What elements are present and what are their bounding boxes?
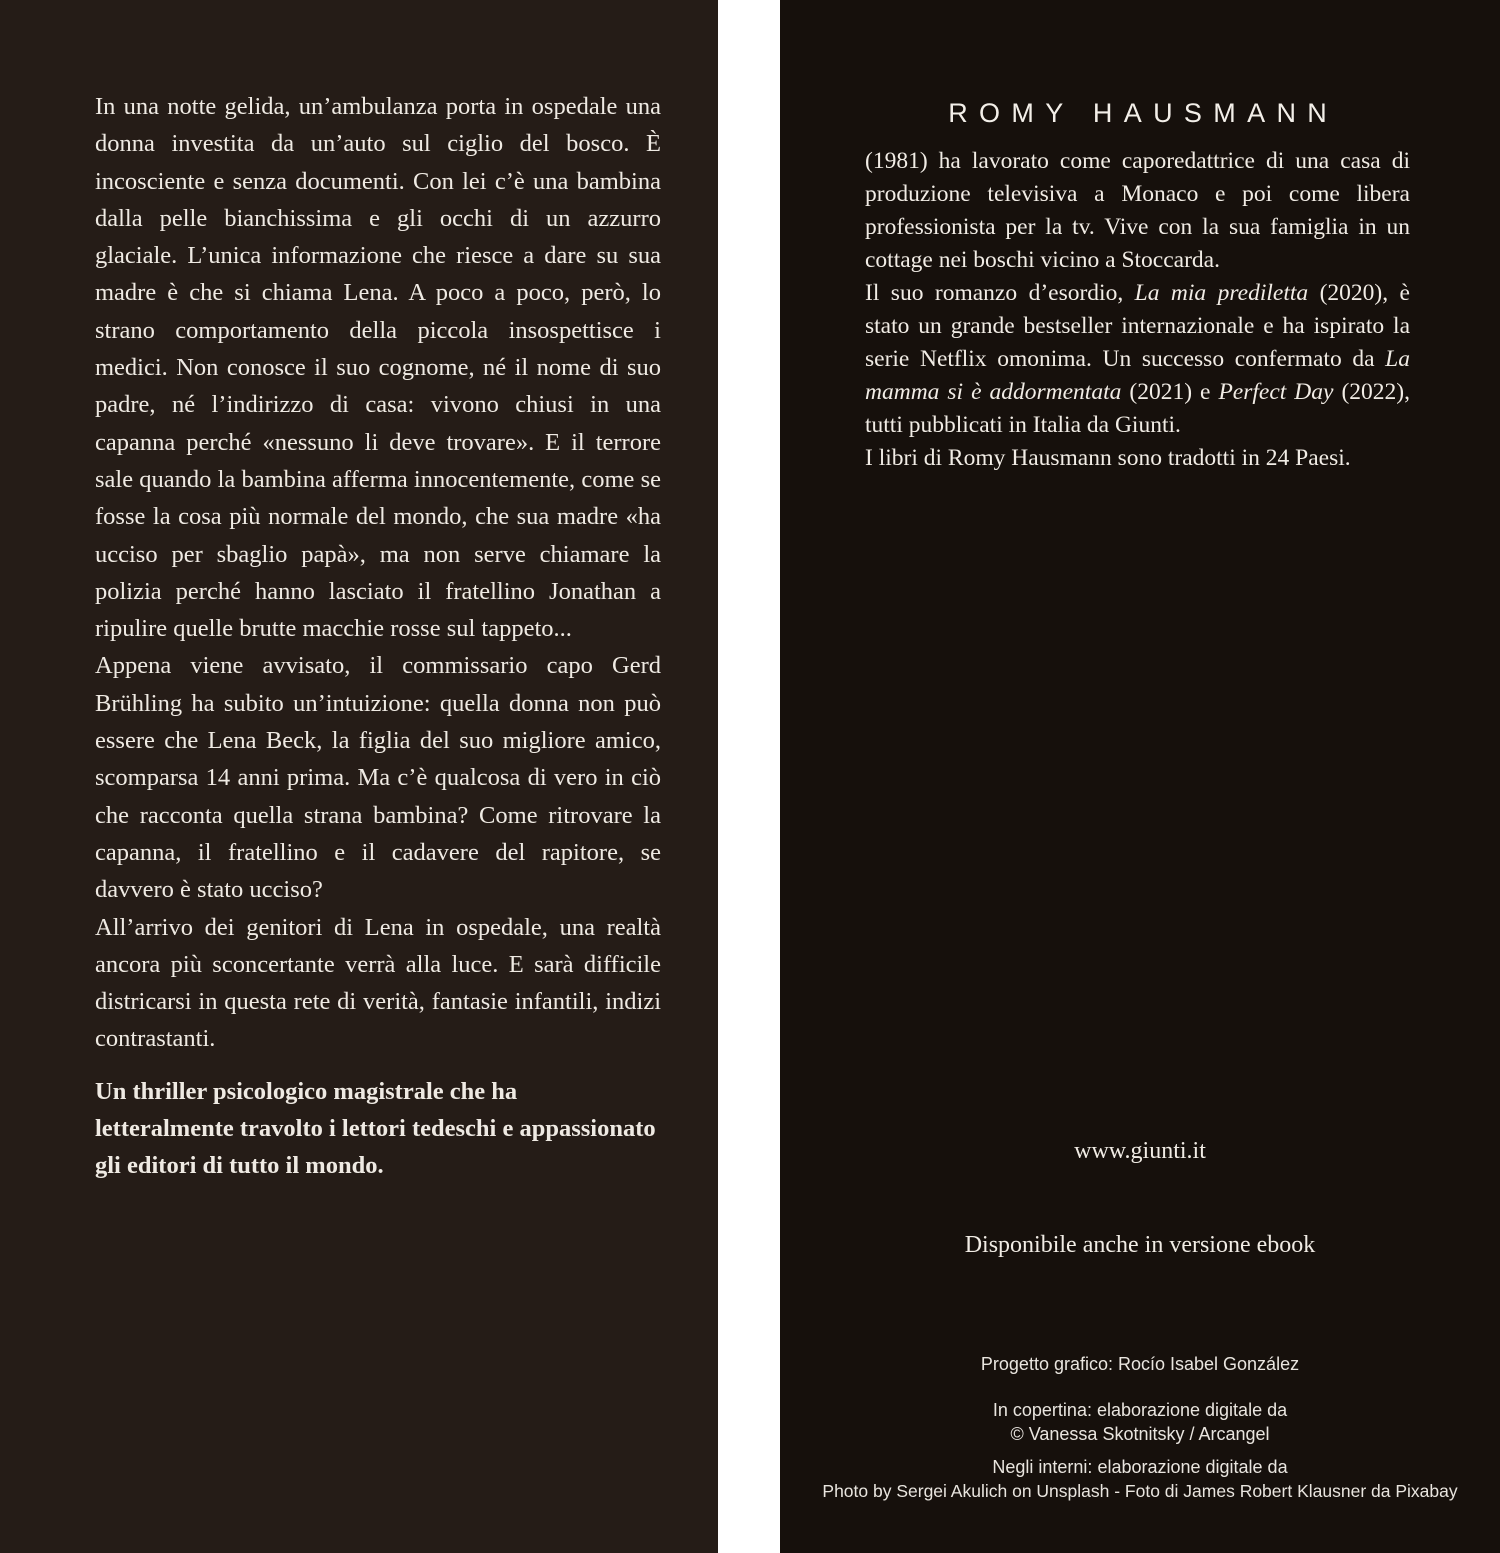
bio-text-segment: (2022), tutti pubblicati in Italia da Giunti. <box>865 379 1410 438</box>
bio-text-segment: (2020), è stato un grande bestseller internazionale e ha ispirato la serie Netflix omonima. Un successo confermato da <box>865 280 1410 372</box>
synopsis-block <box>95 88 661 1185</box>
bio-text-segment: Il suo romanzo d’esordio, <box>865 280 1135 306</box>
spine-gap <box>718 0 780 1553</box>
author-bio <box>865 145 1410 475</box>
bio-paragraph-3: I libri di Romy Hausmann sono tradotti in 24 Paesi. <box>865 445 1351 471</box>
bio-paragraph-1: (1981) ha lavorato come caporedattrice di una casa di produzione televisiva a Monaco e poi come libera professionista per la tv. Vive con la sua famiglia in un cottage nei boschi vicino a Stoccarda. <box>865 148 1410 273</box>
synopsis-paragraph-2: Appena viene avvisato, il commissario capo Gerd Brühling ha subito un’intuizione: quella donna non può essere che Lena Beck, la figlia del suo migliore amico, scomparsa 14 anni prima. Ma c’è qualcosa di vero in ciò che racconta quella strana bambina? Come ritrovare la capanna, il fratellino e il cadavere del rapitore, se davvero è stato ucciso? <box>95 652 661 904</box>
ebook-availability: Disponibile anche in versione ebook <box>964 1232 1316 1258</box>
website-url: www.giunti.it <box>1074 1138 1206 1164</box>
right-flap <box>780 0 1500 1553</box>
book-title-italic: Perfect Day <box>1218 379 1334 405</box>
credit-cover-line-1: In copertina: elaborazione digitale da <box>992 1400 1288 1420</box>
book-title-italic: La mamma si è addormentata <box>865 346 1410 405</box>
credit-cover <box>780 1398 1500 1446</box>
credit-cover-line-2: © Vanessa Skotnitsky / Arcangel <box>1010 1424 1270 1444</box>
synopsis-paragraph-1: In una notte gelida, un’ambulanza porta in ospedale una donna investita da un’auto sul ciglio del bosco. È incosciente e senza documenti. Con lei c’è una bambina dalla pelle bianchissima e gli occhi di un azzurro glaciale. L’unica informazione che riesce a dare su sua madre è che si chiama Lena. A poco a poco, però, lo strano comportamento della piccola insospettisce i medici. Non conosce il suo cognome, né il nome di suo padre, né l’indirizzo di casa: vivono chiusi in una capanna perché «nessuno li deve trovare». E il terrore sale quando la bambina afferma innocentemente, come se fosse la cosa più normale del mondo, che sua madre «ha ucciso per sbaglio papà», ma non serve chiamare la polizia perché hanno lasciato il fratellino Jonathan a ripulire quelle brutte macchie rosse sul tappeto... <box>95 93 661 643</box>
synopsis-paragraph-3: All’arrivo dei genitori di Lena in ospedale, una realtà ancora più sconcertante verrà alla luce. E sarà difficile districarsi in questa rete di verità, fantasie infantili, indizi contrastanti. <box>95 913 661 1053</box>
credit-graphic-design: Progetto grafico: Rocío Isabel González <box>980 1354 1300 1374</box>
credit-interior <box>780 1455 1500 1503</box>
bio-text-segment: (2021) e <box>1121 379 1219 405</box>
credit-interior-line-2: Photo by Sergei Akulich on Unsplash - Foto di James Robert Klausner da Pixabay <box>822 1481 1458 1501</box>
author-name: ROMY HAUSMANN <box>948 98 1339 128</box>
tagline: Un thriller psicologico magistrale che ha letteralmente travolto i lettori tedeschi e appassionato gli editori di tutto il mondo. <box>95 1077 656 1180</box>
left-flap <box>0 0 718 1553</box>
bio-paragraph-2 <box>865 277 1410 442</box>
credit-interior-line-1: Negli interni: elaborazione digitale da <box>992 1457 1288 1477</box>
book-title-italic: La mia prediletta <box>1134 280 1309 306</box>
